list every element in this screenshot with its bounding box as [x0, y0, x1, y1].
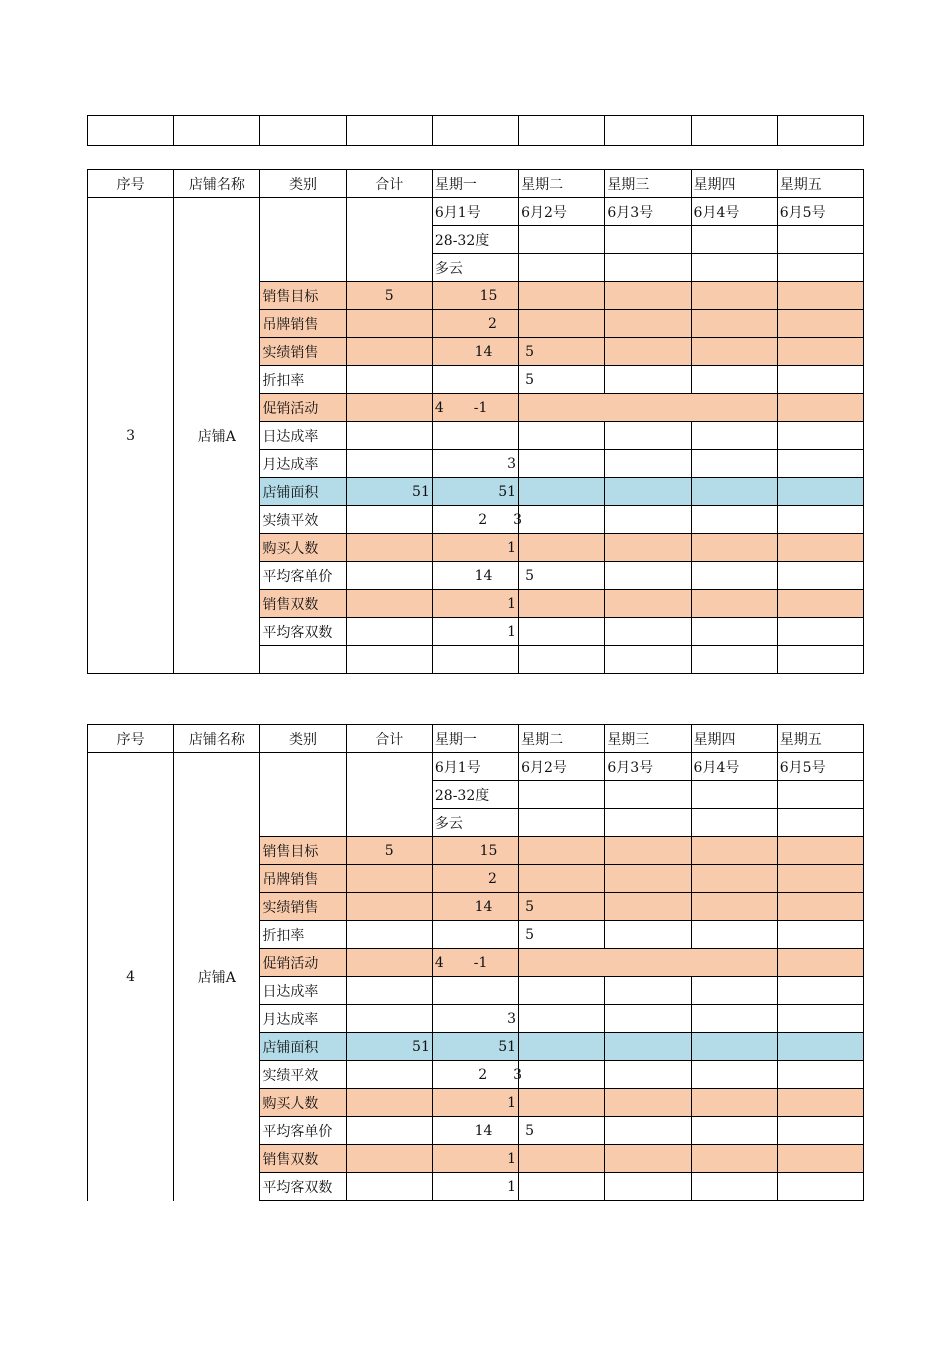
cell[interactable] [691, 478, 777, 506]
cell[interactable] [777, 865, 863, 893]
cell[interactable] [605, 310, 691, 338]
row-label[interactable]: 吊牌销售 [260, 865, 346, 893]
cell[interactable] [519, 1173, 605, 1201]
cell[interactable] [519, 282, 605, 310]
header-fri[interactable]: 星期五 [777, 170, 863, 198]
cell[interactable] [777, 977, 863, 1005]
category-empty[interactable] [260, 753, 346, 837]
cell[interactable] [777, 1005, 863, 1033]
cell[interactable] [346, 1117, 432, 1145]
sqm-a: 2 [478, 511, 488, 528]
cell[interactable] [691, 809, 777, 837]
cell[interactable] [777, 310, 863, 338]
cell[interactable] [605, 590, 691, 618]
cell[interactable] [777, 254, 863, 282]
top-cell[interactable] [174, 116, 260, 146]
avg-ticket-mon[interactable]: 14 [432, 562, 518, 590]
cell[interactable] [691, 646, 777, 674]
cell[interactable] [605, 450, 691, 478]
cell[interactable] [777, 478, 863, 506]
temp-cell[interactable]: 28-32度 [432, 781, 518, 809]
cell[interactable] [691, 310, 777, 338]
cell[interactable] [346, 893, 432, 921]
top-cell[interactable] [777, 116, 863, 146]
cell[interactable] [691, 893, 777, 921]
cell[interactable] [691, 506, 777, 534]
cell[interactable] [260, 646, 346, 674]
cell[interactable] [346, 1061, 432, 1089]
sqm-eff-mon[interactable] [432, 1061, 523, 1089]
cell[interactable] [346, 590, 432, 618]
promo-b: -1 [473, 954, 488, 971]
cell[interactable] [605, 1173, 691, 1201]
weather-cell[interactable]: 多云 [432, 809, 518, 837]
cell[interactable] [691, 1061, 777, 1089]
cell[interactable] [777, 949, 863, 977]
cell[interactable] [519, 478, 605, 506]
cell[interactable] [346, 921, 432, 949]
monthly-rate-mon[interactable]: 3 [432, 450, 518, 478]
cell[interactable] [777, 590, 863, 618]
cell[interactable] [432, 422, 518, 450]
weather-cell[interactable]: 多云 [432, 254, 518, 282]
cell[interactable] [691, 1089, 777, 1117]
header-mon[interactable]: 星期一 [432, 170, 518, 198]
cell[interactable] [346, 506, 432, 534]
cell[interactable] [519, 590, 605, 618]
avg-ticket-tue[interactable]: 5 [519, 562, 605, 590]
cell[interactable] [691, 1173, 777, 1201]
cell[interactable] [777, 921, 863, 949]
cell[interactable] [777, 226, 863, 254]
cell[interactable] [605, 1005, 691, 1033]
cell[interactable] [777, 1117, 863, 1145]
cell[interactable] [519, 450, 605, 478]
cell[interactable] [605, 977, 691, 1005]
sqm-a: 2 [478, 1066, 488, 1083]
row-label[interactable]: 实绩销售 [260, 338, 346, 366]
header-fri[interactable]: 星期五 [777, 725, 863, 753]
header-total[interactable]: 合计 [346, 725, 432, 753]
seq-cell[interactable]: 3 [88, 198, 174, 674]
date-cell[interactable]: 6月1号 [432, 753, 518, 781]
cell[interactable] [605, 1145, 691, 1173]
category-empty[interactable] [260, 198, 346, 282]
cell[interactable] [346, 310, 432, 338]
cell[interactable] [691, 450, 777, 478]
top-cell[interactable] [691, 116, 777, 146]
cell[interactable] [777, 1033, 863, 1061]
cell[interactable] [777, 534, 863, 562]
cell[interactable] [605, 1089, 691, 1117]
cell[interactable] [691, 254, 777, 282]
tag-sales-mon[interactable]: 2 [432, 310, 518, 338]
cell[interactable] [346, 865, 432, 893]
cell[interactable] [346, 1145, 432, 1173]
avg-ticket-tue[interactable]: 5 [519, 1117, 605, 1145]
row-label[interactable]: 实绩销售 [260, 893, 346, 921]
cell[interactable] [346, 422, 432, 450]
promo-merged[interactable] [519, 394, 778, 422]
cell[interactable] [519, 781, 605, 809]
promo-mon[interactable] [432, 949, 518, 977]
header-category[interactable]: 类别 [260, 725, 346, 753]
cell[interactable] [519, 534, 605, 562]
sales-target-mon[interactable]: 15 [432, 282, 518, 310]
cell[interactable] [519, 977, 605, 1005]
cell[interactable] [605, 865, 691, 893]
cell[interactable] [346, 450, 432, 478]
row-label[interactable]: 日达成率 [260, 422, 346, 450]
cell[interactable] [691, 422, 777, 450]
row-label[interactable]: 销售双数 [260, 1145, 346, 1173]
cell[interactable] [605, 646, 691, 674]
promo-merged[interactable] [519, 949, 778, 977]
header-tue[interactable]: 星期二 [519, 170, 605, 198]
store-cell[interactable]: 店铺A [174, 753, 260, 1201]
cell[interactable] [777, 781, 863, 809]
cell[interactable] [777, 450, 863, 478]
header-store[interactable]: 店铺名称 [174, 170, 260, 198]
cell[interactable] [519, 422, 605, 450]
cell[interactable] [777, 1061, 863, 1089]
cell[interactable] [519, 1005, 605, 1033]
header-mon[interactable]: 星期一 [432, 725, 518, 753]
cell[interactable] [519, 837, 605, 865]
cell[interactable] [432, 646, 518, 674]
header-wed[interactable]: 星期三 [605, 725, 691, 753]
cell[interactable] [519, 1145, 605, 1173]
cell[interactable] [691, 781, 777, 809]
header-thu[interactable]: 星期四 [691, 725, 777, 753]
row-label[interactable]: 销售目标 [260, 837, 346, 865]
header-seq[interactable]: 序号 [88, 170, 174, 198]
cell[interactable] [519, 865, 605, 893]
cell[interactable] [519, 506, 605, 534]
store-area-total[interactable]: 51 [346, 1033, 432, 1061]
sqm-b: 3 [513, 511, 523, 528]
cell[interactable] [605, 422, 691, 450]
cell[interactable] [346, 562, 432, 590]
cell[interactable] [691, 534, 777, 562]
date-cell[interactable]: 6月4号 [691, 753, 777, 781]
cell[interactable] [346, 1005, 432, 1033]
cell[interactable] [432, 921, 518, 949]
sales-target-total[interactable]: 5 [346, 837, 432, 865]
top-cell[interactable] [88, 116, 174, 146]
header-thu[interactable]: 星期四 [691, 170, 777, 198]
row-label[interactable]: 实绩平效 [260, 1061, 346, 1089]
row-label[interactable]: 平均客双数 [260, 618, 346, 646]
promo-b: -1 [473, 399, 488, 416]
header-category[interactable]: 类别 [260, 170, 346, 198]
sqm-eff-mon[interactable] [432, 506, 523, 534]
cell[interactable] [346, 534, 432, 562]
monthly-rate-mon[interactable]: 3 [432, 1005, 518, 1033]
row-label[interactable]: 平均客双数 [260, 1173, 346, 1201]
date-cell[interactable]: 6月5号 [777, 753, 863, 781]
date-cell[interactable]: 6月2号 [519, 753, 605, 781]
cell[interactable] [691, 590, 777, 618]
row-label[interactable]: 销售双数 [260, 590, 346, 618]
cell[interactable] [605, 226, 691, 254]
cell[interactable] [777, 366, 863, 394]
store-cell[interactable]: 店铺A [174, 198, 260, 674]
cell[interactable] [519, 254, 605, 282]
store-area-mon[interactable]: 51 [432, 478, 518, 506]
row-label[interactable]: 促销活动 [260, 394, 346, 422]
cell[interactable] [691, 1005, 777, 1033]
cell[interactable] [691, 366, 777, 394]
pairs-sold-mon[interactable]: 1 [432, 1145, 518, 1173]
cell[interactable] [605, 781, 691, 809]
cell[interactable] [605, 478, 691, 506]
date-cell[interactable]: 6月4号 [691, 198, 777, 226]
store-area-total[interactable]: 51 [346, 478, 432, 506]
cell[interactable] [519, 1089, 605, 1117]
cell[interactable] [605, 562, 691, 590]
row-label[interactable]: 折扣率 [260, 921, 346, 949]
header-total[interactable]: 合计 [346, 170, 432, 198]
cell[interactable] [605, 618, 691, 646]
cell[interactable] [691, 282, 777, 310]
date-cell[interactable]: 6月2号 [519, 198, 605, 226]
actual-sales-mon[interactable]: 14 [432, 893, 518, 921]
cell[interactable] [605, 921, 691, 949]
row-label[interactable]: 销售目标 [260, 282, 346, 310]
cell[interactable] [346, 338, 432, 366]
top-cell[interactable] [519, 116, 605, 146]
promo-a: 4 [434, 399, 444, 416]
cell[interactable] [432, 366, 518, 394]
row-label[interactable]: 购买人数 [260, 1089, 346, 1117]
cell[interactable] [691, 562, 777, 590]
cell[interactable] [691, 1117, 777, 1145]
cell[interactable] [346, 1089, 432, 1117]
date-cell[interactable]: 6月1号 [432, 198, 518, 226]
cell[interactable] [519, 646, 605, 674]
row-label[interactable]: 平均客单价 [260, 562, 346, 590]
cell[interactable] [777, 422, 863, 450]
top-cell[interactable] [346, 116, 432, 146]
top-cell[interactable] [260, 116, 346, 146]
buyers-mon[interactable]: 1 [432, 534, 518, 562]
cell[interactable] [691, 338, 777, 366]
row-label[interactable]: 日达成率 [260, 977, 346, 1005]
cell[interactable] [346, 394, 432, 422]
cell[interactable] [605, 1117, 691, 1145]
row-label[interactable]: 平均客单价 [260, 1117, 346, 1145]
actual-sales-mon[interactable]: 14 [432, 338, 518, 366]
cell[interactable] [691, 226, 777, 254]
avg-ticket-mon[interactable]: 14 [432, 1117, 518, 1145]
header-wed[interactable]: 星期三 [605, 170, 691, 198]
cell[interactable] [777, 809, 863, 837]
cell[interactable] [346, 977, 432, 1005]
cell[interactable] [777, 1145, 863, 1173]
promo-mon[interactable] [432, 394, 518, 422]
cell[interactable] [346, 646, 432, 674]
cell[interactable] [519, 1033, 605, 1061]
cell[interactable] [777, 1173, 863, 1201]
sqm-b: 3 [513, 1066, 523, 1083]
date-cell[interactable]: 6月3号 [605, 198, 691, 226]
cell[interactable] [777, 646, 863, 674]
header-seq[interactable]: 序号 [88, 725, 174, 753]
cell[interactable] [691, 921, 777, 949]
tag-sales-mon[interactable]: 2 [432, 865, 518, 893]
cell[interactable] [605, 366, 691, 394]
cell[interactable] [519, 618, 605, 646]
seq-cell[interactable]: 4 [88, 753, 174, 1201]
row-label[interactable]: 月达成率 [260, 450, 346, 478]
cell[interactable] [605, 338, 691, 366]
cell[interactable] [605, 837, 691, 865]
actual-sales-tue[interactable]: 5 [519, 338, 605, 366]
cell[interactable] [777, 893, 863, 921]
cell[interactable] [346, 1173, 432, 1201]
total-empty[interactable] [346, 198, 432, 282]
row-label[interactable]: 吊牌销售 [260, 310, 346, 338]
cell[interactable] [605, 1061, 691, 1089]
cell[interactable] [691, 1033, 777, 1061]
avg-pairs-mon[interactable]: 1 [432, 1173, 518, 1201]
cell[interactable] [346, 618, 432, 646]
cell[interactable] [605, 534, 691, 562]
cell[interactable] [691, 837, 777, 865]
cell[interactable] [777, 338, 863, 366]
cell[interactable] [519, 226, 605, 254]
header-tue[interactable]: 星期二 [519, 725, 605, 753]
sales-target-mon[interactable]: 15 [432, 837, 518, 865]
discount-tue[interactable]: 5 [519, 366, 605, 394]
row-label[interactable]: 店铺面积 [260, 1033, 346, 1061]
cell[interactable] [605, 506, 691, 534]
cell[interactable] [605, 1033, 691, 1061]
store-area-mon[interactable]: 51 [432, 1033, 518, 1061]
discount-tue[interactable]: 5 [519, 921, 605, 949]
temp-cell[interactable]: 28-32度 [432, 226, 518, 254]
top-cell[interactable] [432, 116, 518, 146]
row-label[interactable]: 月达成率 [260, 1005, 346, 1033]
avg-pairs-mon[interactable]: 1 [432, 618, 518, 646]
cell[interactable] [777, 1089, 863, 1117]
cell[interactable] [605, 809, 691, 837]
store-table [87, 169, 864, 674]
cell[interactable] [519, 1061, 605, 1089]
cell[interactable] [605, 282, 691, 310]
date-cell[interactable]: 6月3号 [605, 753, 691, 781]
cell[interactable] [777, 618, 863, 646]
row-label[interactable]: 促销活动 [260, 949, 346, 977]
cell[interactable] [777, 282, 863, 310]
row-label[interactable]: 店铺面积 [260, 478, 346, 506]
header-store[interactable]: 店铺名称 [174, 725, 260, 753]
row-label[interactable]: 购买人数 [260, 534, 346, 562]
total-empty[interactable] [346, 753, 432, 837]
cell[interactable] [346, 949, 432, 977]
cell[interactable] [432, 977, 518, 1005]
cell[interactable] [777, 837, 863, 865]
buyers-mon[interactable]: 1 [432, 1089, 518, 1117]
row-label[interactable]: 折扣率 [260, 366, 346, 394]
cell[interactable] [605, 893, 691, 921]
top-strip [87, 115, 864, 146]
row-label[interactable]: 实绩平效 [260, 506, 346, 534]
cell[interactable] [777, 506, 863, 534]
cell[interactable] [519, 310, 605, 338]
cell[interactable] [605, 254, 691, 282]
store-table [87, 724, 864, 1201]
actual-sales-tue[interactable]: 5 [519, 893, 605, 921]
promo-a: 4 [434, 954, 444, 971]
sales-target-total[interactable]: 5 [346, 282, 432, 310]
date-cell[interactable]: 6月5号 [777, 198, 863, 226]
pairs-sold-mon[interactable]: 1 [432, 590, 518, 618]
cell[interactable] [691, 1145, 777, 1173]
cell[interactable] [691, 977, 777, 1005]
top-cell[interactable] [605, 116, 691, 146]
cell[interactable] [777, 394, 863, 422]
cell[interactable] [777, 562, 863, 590]
cell[interactable] [346, 366, 432, 394]
cell[interactable] [691, 865, 777, 893]
cell[interactable] [519, 809, 605, 837]
cell[interactable] [691, 618, 777, 646]
